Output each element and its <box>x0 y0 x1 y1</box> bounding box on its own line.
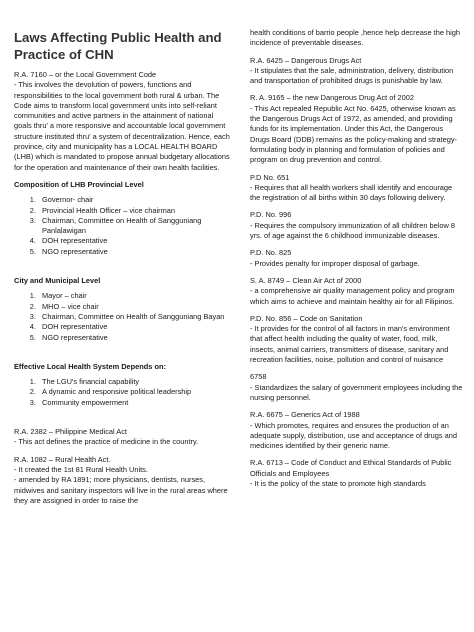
spacer <box>14 415 232 427</box>
law-heading: R. A. 9165 – the new Dangerous Drug Act of 2002 <box>250 93 414 103</box>
law-description: - Requires that all health workers shall identify and encourage the registration of all births within 30 days following delivery. <box>250 182 453 203</box>
provincial-heading: Composition of LHB Provincial Level <box>14 179 144 189</box>
law-heading: R.A. 2382 – Philippine Medical Act <box>14 427 127 437</box>
law-description: - a comprehensive air quality management policy and program which aims to achieve and maintain healthy air for all Filipinos. <box>250 286 455 306</box>
law-ra7160 <box>14 70 232 173</box>
list-item: 2. MHO – vice chair <box>38 302 232 312</box>
law-heading: R.A. 6675 – Generics Act of 1988 <box>250 410 360 420</box>
law-description: - Standardizes the salary of government employees including the nursing personnel. <box>250 382 463 402</box>
law-heading: P.D. No. 856 – Code on Sanitation <box>250 313 363 323</box>
law-heading: P.D. No. 825 <box>250 248 292 258</box>
law-entry <box>250 173 464 204</box>
law-ra2382 <box>14 427 232 448</box>
list-item: 3. Chairman, Committee on Health of Sangguniang Bayan <box>38 312 232 322</box>
law-entry <box>250 93 464 165</box>
law-entry <box>250 372 464 403</box>
law-heading: P.D. No. 996 <box>250 210 292 220</box>
effective-list <box>14 377 232 408</box>
law-entry <box>250 210 464 241</box>
list-item: 1. The LGU's financial capability <box>38 377 232 387</box>
spacer <box>14 264 232 276</box>
law-entry <box>250 276 464 307</box>
law-description: - amended by RA 1891; more physicians, dentists, nurses, midwives and sanitary inspectors will live in the rural areas where they are assigned in order to raise the <box>14 475 228 505</box>
list-item: 1. Mayor – chair <box>38 291 232 301</box>
law-entry <box>250 458 464 489</box>
city-heading: City and Municipal Level <box>14 276 101 286</box>
left-column <box>14 0 232 513</box>
list-item: 1. Governor- chair <box>38 195 232 205</box>
law-description: - It is the policy of the state to promote high standards <box>250 478 426 488</box>
law-description: - Provides penalty for improper disposal of garbage. <box>250 258 420 268</box>
list-item: 3. Chairman, Committee on Health of Sangguniang Panlalawigan <box>38 216 232 237</box>
law-description: health conditions of barrio people ,hence help decrease the high incidence of preventable diseases. <box>250 28 460 48</box>
list-item: 4. DOH representative <box>38 322 232 332</box>
list-item: 5. NGO representative <box>38 247 232 257</box>
list-item: 4. DOH representative <box>38 236 232 246</box>
law-description: - This involves the devolution of powers, functions and responsibilities to the local government both rural & urban. The Code aims to transform local government units into self-reliant communities and active partners in the attainment of national goals thru' a more responsive and accountable local government structure instituted thru' a system of decentralization. Hence, each province, city and municipality has a LOCAL HEALTH BOARD (LHB) which is mandated to propose annual budgetary allocations for the operation and maintenance of their own health facilities. <box>14 80 230 172</box>
continued-text <box>250 28 464 49</box>
law-heading: 6758 <box>250 372 267 382</box>
law-heading: R.A. 7160 – or the Local Government Code <box>14 70 157 79</box>
provincial-list <box>14 195 232 257</box>
law-heading: S. A. 8749 – Clean Air Act of 2000 <box>250 275 362 285</box>
law-description: - Requires the compulsory immunization of all children below 8 yrs. of age against the 6 childhood immunizable diseases. <box>250 220 455 241</box>
law-description: - It provides for the control of all factors in man's environment that affect health including the quality of water, food, milk, insects, animal carriers, transmitters of disease, sanitary and recreation facilities, noise, pollution and control of nuisance <box>250 324 450 365</box>
page-title: Laws Affecting Public Health and Practice of CHN <box>14 30 222 62</box>
list-item: 5. NGO representative <box>38 333 232 343</box>
law-entry <box>250 56 464 87</box>
law-heading: R.A. 6713 – Code of Conduct and Ethical Standards of Public Officials and Employees <box>250 458 452 478</box>
effective-heading: Effective Local Health System Depends on: <box>14 361 166 371</box>
law-entry <box>250 248 464 269</box>
law-heading: R.A. 6425 – Dangerous Drugs Act <box>250 55 362 65</box>
law-heading: P.D No. 651 <box>250 172 290 182</box>
list-item: 2. Provincial Health Officer – vice chairman <box>38 206 232 216</box>
spacer <box>14 350 232 362</box>
law-heading: R.A. 1082 – Rural Health Act. <box>14 454 111 464</box>
law-ra1082 <box>14 455 232 506</box>
list-item: 3. Community empowerment <box>38 398 232 408</box>
law-entry <box>250 314 464 365</box>
city-list <box>14 291 232 342</box>
law-description: - Which promotes, requires and ensures the production of an adequate supply, distribution, use and acceptance of drugs and medicines identified by their generic name. <box>250 420 457 451</box>
right-column <box>250 0 464 496</box>
list-item: 2. A dynamic and responsive political leadership <box>38 387 232 397</box>
law-description: - This Act repealed Republic Act No. 6425, otherwise known as the Dangerous Drugs Act of 1972, as amended, and providing funds for its implementation. Under this Act, the Dangerous Drugs Board (DDB) remains as the policy-making and strategy- formulating body in planning and formulation of policies and program on drug prevention and control. <box>250 103 458 165</box>
law-description: - This act defines the practice of medicine in the country. <box>14 437 199 447</box>
law-entry <box>250 410 464 451</box>
law-description: - It created the 1st 81 Rural Health Units. <box>14 464 148 474</box>
law-description: - It stipulates that the sale, administration, delivery, distribution and transportation of prohibited drugs is punishable by law. <box>250 65 454 86</box>
